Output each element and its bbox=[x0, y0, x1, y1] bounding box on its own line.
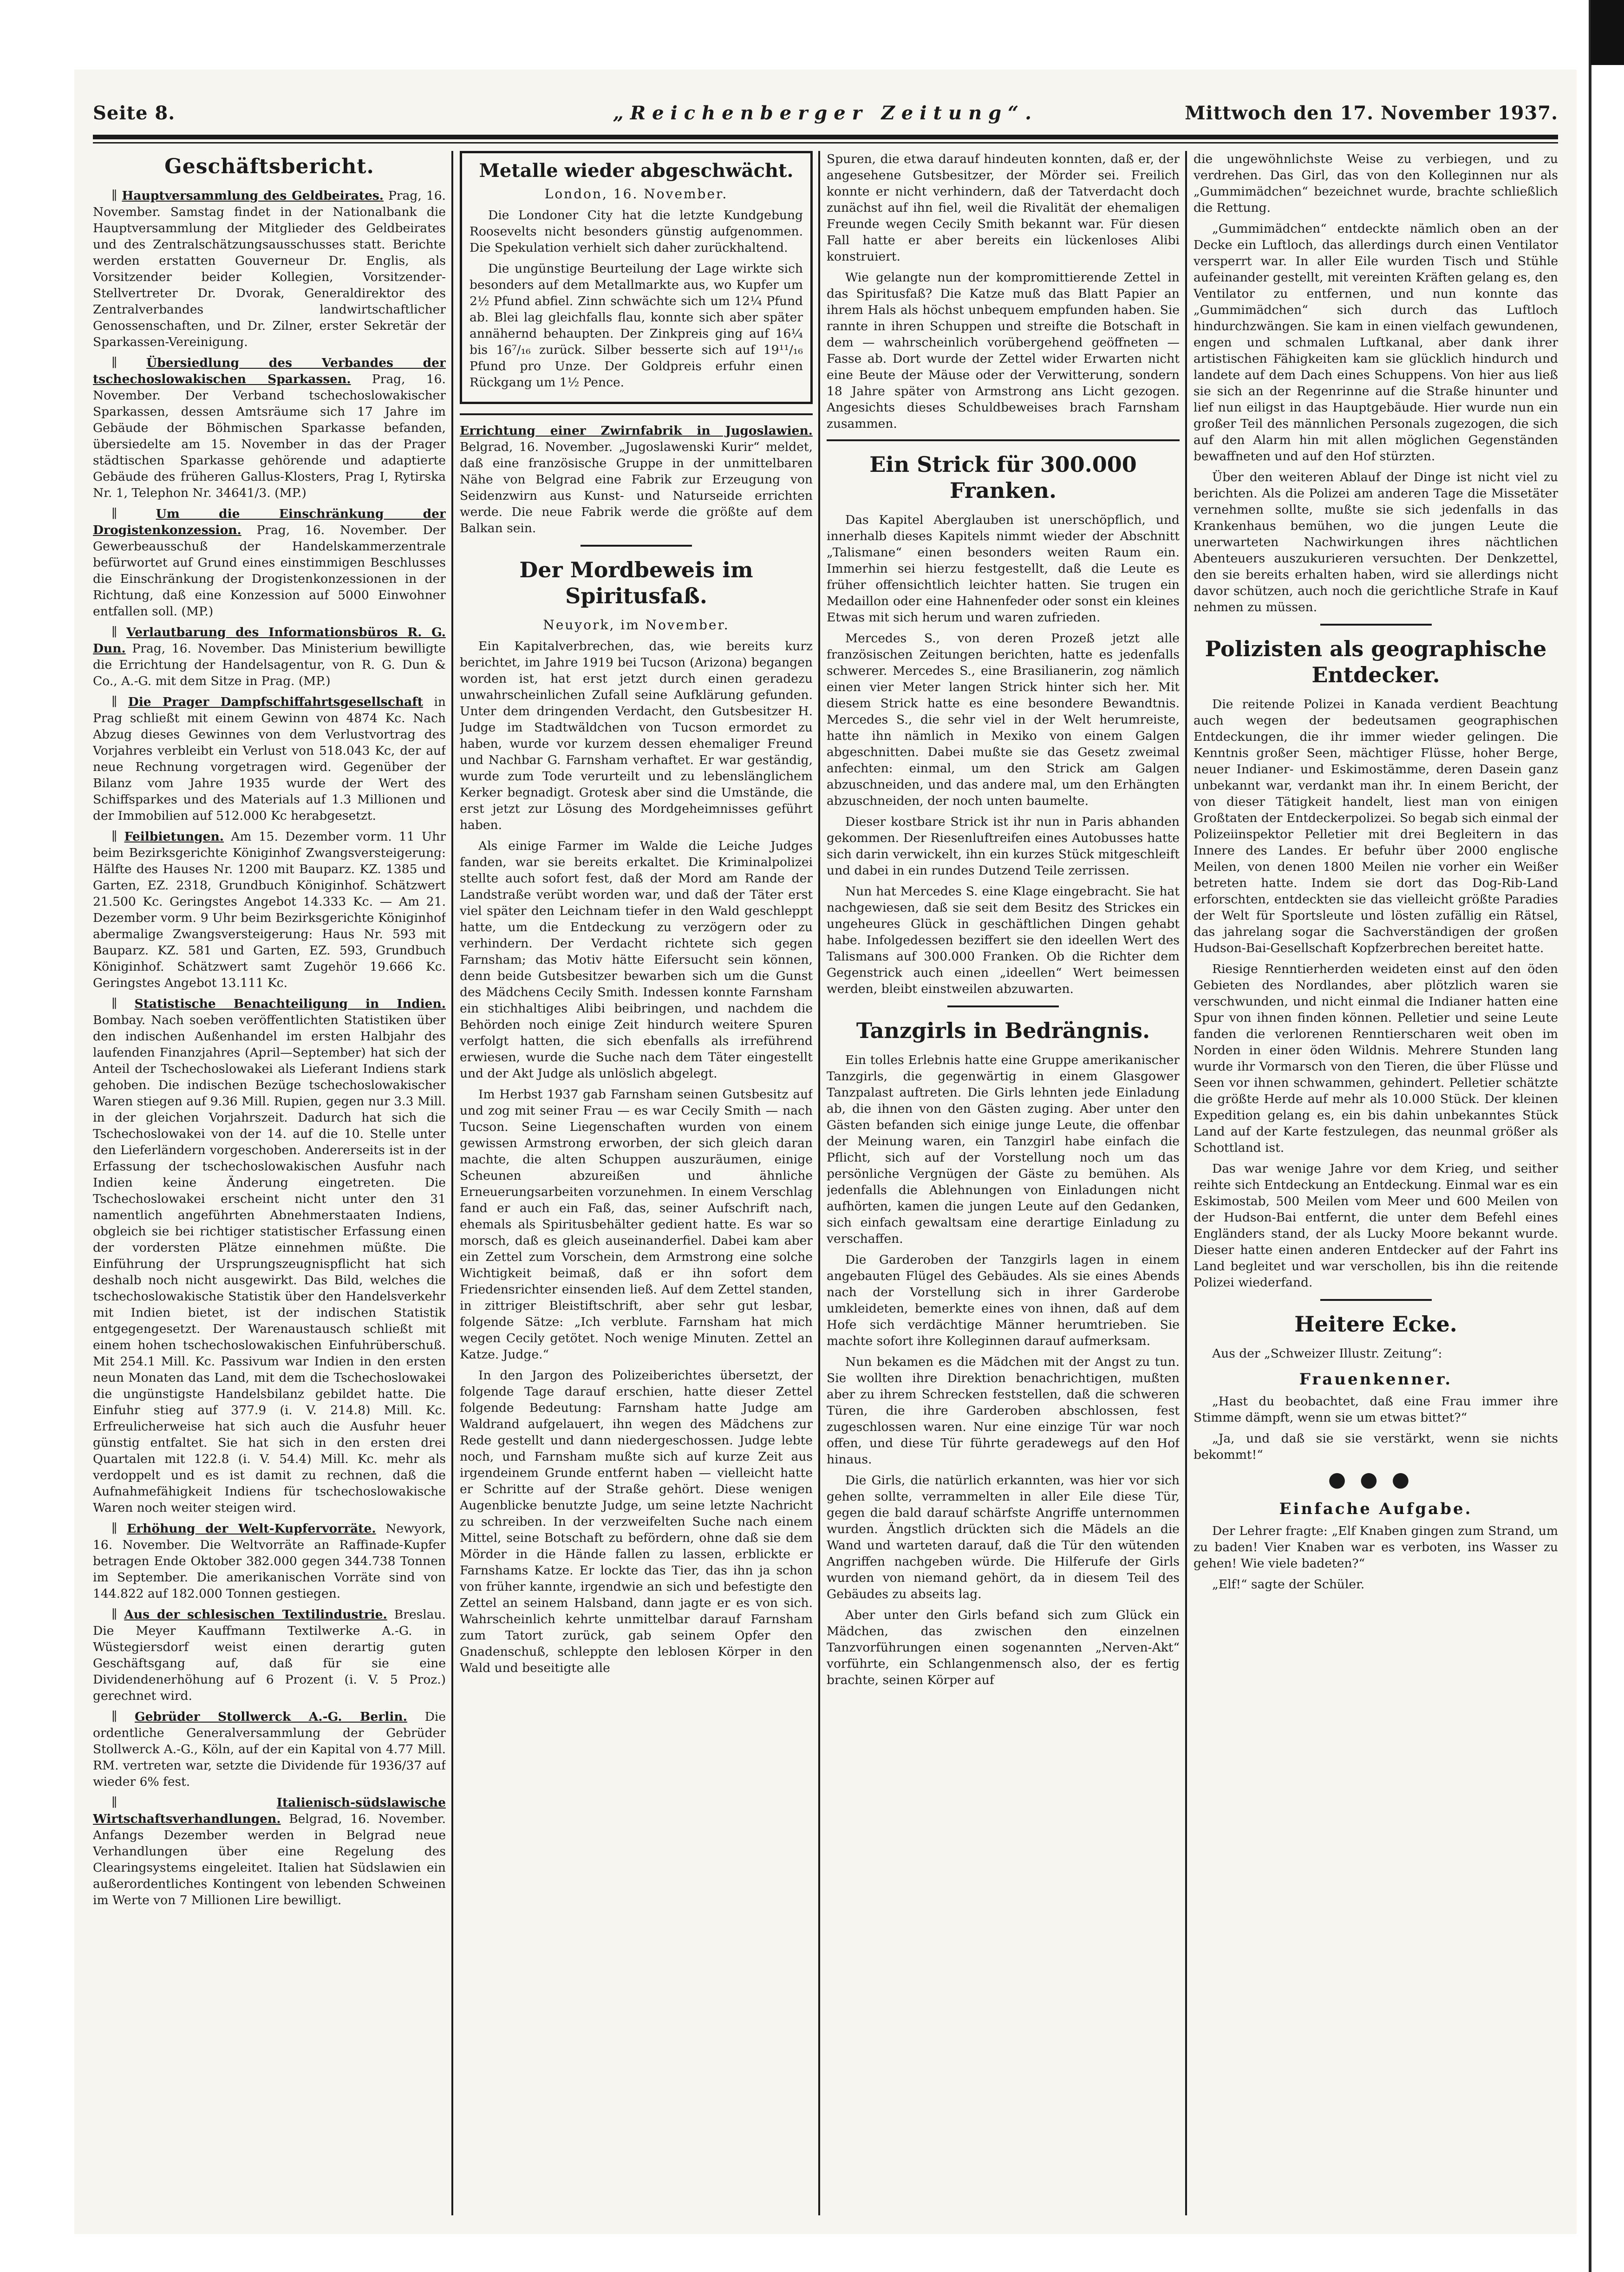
item-lead: Um die Einschränkung der Drogistenkonzession. bbox=[93, 507, 446, 537]
metals-paragraph: Die Londoner City hat die letzte Kundgebung Roosevelts nicht besonders günstig aufgenommen. Die Spekulation verhielt sich daher zurückhaltend. bbox=[470, 208, 803, 255]
article-title: Polizisten als geographische Entdecker. bbox=[1205, 636, 1547, 687]
item-text: Prag, 16. November. Samstag findet in der Nationalbank die Hauptversammlung der Mitglieder des Geldbeirates und des Zentralschätzungsausschusses statt. Berichte werden erstatten Gouverneur Dr. Englis, als Vorsitzender beider Kollegien, Vorsitzender-Stellvertreter Dr. Dvorak, Generaldirektor des Zentralverbandes landwirtschaftlicher Genossenschaften, und Dr. Zilner, erster Sekretär der Sparkassen-Vereinigung. bbox=[93, 189, 446, 349]
column-divider bbox=[1185, 151, 1187, 2215]
item-text: Bombay. Nach soeben veröffentlichten Statistiken über den indischen Außenhandel im ersten Halbjahr des laufenden Finanzjahres (April—September) hat sich der Anteil der Tschechoslowakei als Lieferant Indiens stark gehoben. Die indischen Bezüge tschechoslowakischer Waren stiegen auf 9.36 Mill. Rupien, gegen nur 3.3 Mill. in der gleichen Vorjahrszeit. Dadurch hat sich die Tschechoslowakei von der 14. auf die 10. Stelle unter den Lieferländern vorgeschoben. Andererseits ist in der Erfassung der tschechoslowakischen Ausfuhr nach Indien keine Änderung eingetreten. Die Tschechoslowakei erscheint nicht unter den 31 namentlich angeführten Abnehmerstaaten Indiens, obgleich sie bei richtiger statistischer Erfassung einen der vordersten Plätze einnehmen müßte. Die Einführung der Ursprungszeugnispflicht hat sich deshalb noch nicht ausgewirkt. Das Bild, welches die tschechoslowakische Statistik über den Handelsverkehr mit Indien bietet, ist der indischen Statistik entgegengesetzt. Der Warenaustausch schließt mit einem hohen tschechoslowakischen Einfuhrüberschuß. Mit 254.1 Mill. Kc. Passivum war Indien in den ersten neun Monaten das Land, mit dem die Tschechoslowakei die ungünstigste Handelsbilanz gebildet hatte. Die Einfuhr stieg auf 377.9 (i. V. 214.8) Mill. Kc. Erfreulicherweise hat sich auch die Ausfuhr heuer günstig entfaltet. Sie hat sich in den ersten drei Quartalen mit 122.8 (i. V. 54.4) Mill. Kc. mehr als verdoppelt und es ist damit zu rechnen, daß die Aufnahmefähigkeit Indiens für tschechoslowakische Waren noch weiter steigen wird. bbox=[93, 1013, 446, 1515]
business-item: ∥ Verlautbarung des Informationsbüros R. G. Dun. Prag, 16. November. Das Ministerium bewilligte die Errichtung der Handelsagentur, von R. G. Dun & Co., A.-G. mit dem Sitze in Prag. (MP.) bbox=[93, 625, 446, 688]
continuation-paragraph: „Gummimädchen“ entdeckte nämlich oben an der Decke ein Luftloch, das allerdings durch einen Ventilator versperrt war. In aller Eile wurden Tisch und Stühle aufeinander gestellt, mit vereinten Kräften gelang es, den Ventilator zu entfernen, und nun konnte das „Gummimädchen“ sich durch das Luftloch hindurchzwängen. Sie kam in einen vielfach gewundenen, engen und schmalen Luftkanal, aber dank ihrer artistischen Fähigkeiten kam sie glücklich hindurch und landete auf dem Dach eines Schuppens. Von hier aus ließ sie sich an der Regenrinne auf die Straße hinunter und lief nun eiligst in das Hauptgebäude. Hier wurde nun ein großer Teil des männlichen Personals zugezogen, die sich auf den Alarm hin mit allen möglichen Gegenständen bewaffneten und auf den Hof stürzten. bbox=[1194, 222, 1558, 464]
business-item: ∥ Feilbietungen. Am 15. Dezember vorm. 11 Uhr beim Bezirksgerichte Königinhof Zwangsversteigerung: Hälfte des Hauses Nr. 1200 mit Bauparz. KZ. 1385 und Garten, EZ. 2318, Grundbuch Königinhof. Schätzwert 21.500 Kc. Geringstes Angebot 14.333 Kc. — Am 21. Dezember vorm. 9 Uhr beim Bezirksgerichte Königinhof abermalige Zwangsversteigerung: Haus Nr. 593 mit Bauparz. KZ. 581 und Garten, EZ. 593, Grundbuch Königinhof. Schätzwert samt Zugehör 19.666 Kc. Geringstes Angebot 13.111 Kc. bbox=[93, 829, 446, 990]
business-item: ∥ Gebrüder Stollwerck A.-G. Berlin. Die ordentliche Generalversammlung der Gebrüder Stollwerck A.-G., Köln, auf der ein Kapital von 4.77 Mill. RM. vertreten war, setzte die Dividende für 1936/37 auf wieder 6% fest. bbox=[93, 1710, 446, 1789]
divider bbox=[1320, 1299, 1432, 1301]
article-title: Ein Strick für 300.000 Franken. bbox=[869, 452, 1137, 503]
article-paragraph: Im Herbst 1937 gab Farnsham seinen Gutsbesitz auf und zog mit seiner Frau — es war Cecily Smith — nach Tucson. Seine Liegenschaften wurden von einem gewissen Armstrong erworben, der sich gleich daran machte, die alten Schuppen auszuräumen, einige Scheunen abzureißen und ähnliche Erneuerungsarbeiten vorzunehmen. In einem Verschlag fand er auch ein Faß, das, seiner Aufschrift nach, ehemals als Spiritusbehälter gedient hatte. Es war so morsch, daß es gleich auseinanderfiel. Dabei kam aber ein Zettel zum Vorschein, dem Armstrong eine solche Wichtigkeit beimaß, daß er ihn sofort dem Friedensrichter einsenden ließ. Auf dem Zettel standen, in zittriger Bleistiftschrift, aber sehr gut lesbar, folgende Sätze: „Ich verblute. Farnsham hat mich wegen Cecily getötet. Noch wenige Minuten. Zettel an Katze. Judge.“ bbox=[460, 1087, 813, 1362]
newspaper-title: „Reichenberger Zeitung“. bbox=[613, 102, 1038, 124]
item-text: Die ordentliche Generalversammlung der Gebrüder Stollwerck A.-G., Köln, auf der ein Kapital von 4.77 Mill. RM. vertreten war, setzte die Dividende für 1936/37 auf wieder 6% fest. bbox=[93, 1710, 446, 1789]
item-lead: Errichtung einer Zwirnfabrik in Jugoslawien. bbox=[460, 424, 813, 438]
article-paragraph: Die Garderoben der Tanzgirls lagen in einem angebauten Flügel des Gebäudes. Als sie eines Abends nach der Vorstellung sich in ihrer Garderobe umkleideten, bemerkte eines von ihnen, daß auf dem Hofe sich verdächtige Männer herumtrieben. Sie machte sofort ihre Kolleginnen darauf aufmerksam. bbox=[827, 1253, 1180, 1348]
item-lead: Hauptversammlung des Geldbeirates. bbox=[122, 189, 384, 203]
column-three bbox=[827, 151, 1180, 2215]
masthead-rule-thin bbox=[93, 142, 1558, 144]
divider bbox=[460, 413, 813, 415]
column-business-report bbox=[93, 151, 446, 2215]
item-lead: Verlautbarung des Informationsbüros R. G. Dun. bbox=[93, 625, 446, 656]
column-four bbox=[1194, 151, 1558, 2215]
article-title: Tanzgirls in Bedrängnis. bbox=[856, 1018, 1150, 1043]
item-text: Prag, 16. November. Der Gewerbeausschuß der Handelskammerzentrale befürwortet auf Grund eines einstimmigen Beschlusses die Einschränkung der Drogistenkonzessionen in der Richtung, daß eine Konzession auf 5000 Einwohner entfallen soll. (MP.) bbox=[93, 523, 446, 619]
article-paragraph: Als einige Farmer im Walde die Leiche Judges fanden, war sie bereits erkaltet. Die Kriminalpolizei stellte auch sofort fest, daß der Mord am Rande der Landstraße verübt worden war, und daß der Täter erst viel später den Leichnam tiefer in den Wald geschleppt hatte, um die Entdeckung zu verzögern oder zu verhindern. Der Verdacht richtete sich gegen Farnsham; das Motiv hätte Eifersucht sein können, denn beide Gutsbesitzer bewarben sich um die Gunst des Mädchens Cecily Smith. Indessen konnte Farnsham ein stichhaltiges Alibi beibringen, und nachdem die Behörden noch einige Zeit hindurch weitere Spuren verfolgt hatten, die sich ebenfalls als irreführend erwiesen, wurde die Suche nach dem Täter eingestellt und der Akt Judge als unlöslich abgelegt. bbox=[460, 839, 813, 1081]
newspaper-page bbox=[74, 70, 1577, 2234]
masthead bbox=[93, 102, 1558, 139]
divider bbox=[827, 439, 1180, 441]
article-paragraph: Die reitende Polizei in Kanada verdient Beachtung auch wegen der bedeutsamen geographischen Entdeckungen, die ihr immer wieder gelingen. Die Kenntnis großer Seen, mächtiger Flüsse, hoher Berge, neuer Indianer- und Eskimostämme, deren Dasein ganz unbekannt war, verdankt man ihr. In einem Bericht, der von dieser Tätigkeit handelt, liest man von einigen Großtaten der Entdeckerpolizei. So begab sich einmal der Polizeiinspektor Pelletier mit drei Begleitern in das Innere des Landes. Er befuhr über 2000 englische Meilen, von denen 1800 Meilen nie vorher ein Weißer betreten hatte. Indem sie dort das Dog-Rib-Land erforschten, entdeckten sie das vielleicht größte Paradies der Welt für Sportsleute und lösten zufällig ein Rätsel, das jahrelang sogar die Sachverständigen der großen Hudson-Bai-Gesellschaft Kopfzerbrechen bereitet hatte. bbox=[1194, 697, 1558, 955]
metals-paragraph: Die ungünstige Beurteilung der Lage wirkte sich besonders auf dem Metallmarkte aus, wo Kupfer um 2½ Pfund abfiel. Zinn schwächte sich um 12¼ Pfund ab. Blei lag gleichfalls flau, konnte sich aber später annähernd behaupten. Der Zinkpreis ging auf 16¼ bis 16⁷/₁₆ zurück. Silber besserte sich auf 19¹¹/₁₆ Pfund pro Unze. Der Goldpreis erfuhr einen Rückgang um 1½ Pence. bbox=[470, 261, 803, 390]
article-paragraph: Riesige Renntierherden weideten einst auf den öden Gebieten des Nordlandes, aber plötzlich waren sie verschwunden, und nicht einmal die Indianer hatten eine Spur von ihnen finden können. Pelletier und seine Leute fanden die verlorenen Renntierscharen weit oben im Norden in einer öden Wildnis. Mehrere Stunden lang wurde ihr Vormarsch von den Tieren, die über Flüsse und Seen vor ihnen schwammen, gehindert. Pelletier schätzte die größte Herde auf mehr als 10.000 Stück. Der kleinen Expedition gelang es, ein bis dahin unbekanntes Stück Land auf der Karte festzulegen, das neunmal größer als Schottland ist. bbox=[1194, 962, 1558, 1155]
item-lead: Gebrüder Stollwerck A.-G. Berlin. bbox=[134, 1710, 407, 1724]
business-items bbox=[93, 188, 446, 1908]
item-text: Breslau. Die Meyer Kauffmann Textilwerke A.-G. in Wüstegiersdorf weist einen derartig guten Geschäftsgang auf, daß für sie eine Dividendenerhöhung auf 6 Prozent (i. V. 5 Proz.) gerechnet wird. bbox=[93, 1607, 446, 1703]
continuation-paragraph: Über den weiteren Ablauf der Dinge ist nicht viel zu berichten. Als die Polizei am anderen Tage die Missetäter vernehmen sollte, mußte sie sich jedenfalls in das Krankenhaus bemühen, wo die jungen Leute die unerwarteten Nachwirkungen ihres nächtlichen Abenteuers auszukurieren versuchten. Der Denkzettel, den sie bereits erhalten haben, wird sie allerdings nicht davor schützen, auch noch die gerichtliche Strafe in Kauf nehmen zu müssen. bbox=[1194, 470, 1558, 614]
column-two bbox=[460, 151, 813, 2215]
scan-corner bbox=[1591, 0, 1624, 65]
item-lead: Feilbietungen. bbox=[124, 829, 224, 844]
joke-line: „Elf!“ sagte der Schüler. bbox=[1212, 1577, 1365, 1592]
joke-title: Einfache Aufgabe. bbox=[1279, 1500, 1473, 1518]
business-item: ∥ Italienisch-südslawische Wirtschaftsverhandlungen. Belgrad, 16. November. Anfangs Dezember werden in Belgrad neue Verhandlungen über eine Regelung des Clearingsystems eingeleitet. Italien hat Südslawien ein außerordentliches Kontingent von lebenden Schweinen im Werte von 7 Millionen Lire bewilligt. bbox=[93, 1795, 446, 1907]
item-text: Newyork, 16. November. Die Weltvorräte an Raffinade-Kupfer betragen Ende Oktober 382.000 gegen 344.738 Tonnen im September. Die amerikanischen Vorräte sind von 144.822 auf 182.000 Tonnen gestiegen. bbox=[93, 1521, 446, 1601]
article-paragraph: Das Kapitel Aberglauben ist unerschöpflich, und innerhalb dieses Kapitels nimmt wieder der Abschnitt „Talismane“ einen besonders weiten Raum ein. Immerhin sei hierzu festgestellt, daß die Leute es früher offensichtlich leichter hatten. Sie trugen ein Medaillon oder eine Hahnenfeder oder sonst ein kleines Etwas mit sich herum und waren zufrieden. bbox=[827, 513, 1180, 625]
business-item: ∥ Statistische Benachteiligung in Indien. Bombay. Nach soeben veröffentlichten Statistiken über den indischen Außenhandel im ersten Halbjahr des laufenden Finanzjahres (April—September) hat sich der Anteil der Tschechoslowakei als Lieferant Indiens stark gehoben. Die indischen Bezüge tschechoslowakischer Waren stiegen auf 9.36 Mill. Rupien, gegen nur 3.3 Mill. in der gleichen Vorjahrszeit. Dadurch hat sich die Tschechoslowakei von der 14. auf die 10. Stelle unter den Lieferländern vorgeschoben. Andererseits ist in der Erfassung der tschechoslowakischen Ausfuhr nach Indien keine Änderung eingetreten. Die Tschechoslowakei erscheint nicht unter den 31 namentlich angeführten Abnehmerstaaten Indiens, obgleich sie bei richtiger statistischer Erfassung einen der vordersten Plätze einnehmen müßte. Die Einführung der Ursprungszeugnispflicht hat sich deshalb noch nicht ausgewirkt. Das Bild, welches die tschechoslowakische Statistik über den Handelsverkehr mit Indien bietet, ist der indischen Statistik entgegengesetzt. Der Warenaustausch schließt mit einem hohen tschechoslowakischen Einfuhrüberschuß. Mit 254.1 Mill. Kc. Passivum war Indien in den ersten neun Monaten das Land, mit dem die Tschechoslowakei die ungünstigste Handelsbilanz gebildet hatte. Die Einfuhr stieg auf 377.9 (i. V. 214.8) Mill. Kc. Erfreulicherweise hat sich auch die Ausfuhr heuer günstig entfaltet. Sie hat sich in den ersten drei Quartalen mit 122.8 (i. V. 54.4) Mill. Kc. mehr als verdoppelt und es ist damit zu rechnen, daß die Aufnahmefähigkeit Indiens für tschechoslowakische Waren noch weiter steigen wird. bbox=[93, 997, 446, 1515]
business-item: ∥ Übersiedlung des Verbandes der tschechoslowakischen Sparkassen. Prag, 16. November. Der Verband tschechoslowakischer Sparkassen, dessen Amtsräume sich 17 Jahre im Gebäude der Böhmischen Sparkasse befanden, übersiedelte am 15. November in das der Prager städtischen Sparkasse gehörende und adaptierte Gebäude des früheren Gallus-Klosters, Prag I, Rytirska Nr. 1, Telephon Nr. 34641/3. (MP.) bbox=[93, 356, 446, 500]
column-divider bbox=[818, 151, 820, 2215]
issue-date: Mittwoch den 17. November 1937. bbox=[1185, 102, 1558, 124]
joke-title: Frauenkenner. bbox=[1299, 1370, 1453, 1389]
joke-line: Der Lehrer fragte: „Elf Knaben gingen zum Strand, um zu baden! Vier Knaben war es verboten, ins Wasser zu gehen! Wie viele badeten?“ bbox=[1194, 1524, 1558, 1571]
item-text: Prag, 16. November. Der Verband tschechoslowakischer Sparkassen, dessen Amtsräume sich 17 Jahre im Gebäude der Böhmischen Sparkasse befanden, übersiedelte am 15. November in das der Prager städtischen Sparkasse gehörende und adaptierte Gebäude des früheren Gallus-Klosters, Prag I, Rytirska Nr. 1, Telephon Nr. 34641/3. (MP.) bbox=[93, 372, 446, 500]
article-paragraph: Nun hat Mercedes S. eine Klage eingebracht. Sie hat nachgewiesen, daß sie seit dem Besitz des Strickes ein ungeheures Glück in geschäftlichen Dingen gehabt habe. Infolgedessen beziffert sie den ideellen Wert des Talismans auf 300.000 Franken. Ob die Richter dem Gegenstrick auch einen „ideellen“ Wert beimessen werden, bleibt einstweilen abzuwarten. bbox=[827, 884, 1180, 996]
article-paragraph: Mercedes S., von deren Prozeß jetzt alle französischen Zeitungen berichten, hatte es jedenfalls schwerer. Mercedes S., eine Brasilianerin, zog nämlich einen vier Meter langen Strick hinter sich her. Mit diesem Strick hatte es eine besondere Bewandtnis. Mercedes S., die sehr viel in der Welt herumreiste, hatte ihn nämlich in Mexiko von einem Galgen abgeschnitten. Dabei mußte sie das Gesetz zweimal anfechten: einmal, um den Strick am Galgen abzuschneiden, und das andere mal, um den Erhängten abzuschneiden, der noch unten baumelte. bbox=[827, 631, 1180, 808]
metals-title: Metalle wieder abgeschwächt. bbox=[479, 160, 794, 182]
continuation-paragraph: Wie gelangte nun der kompromittierende Zettel in das Spiritusfaß? Die Katze muß das Blatt Papier an ihrem Hals als höchst unbequem empfunden haben. Sie rannte in ihren Schuppen und streifte die Botschaft in dem — wahrscheinlich vorübergehend geöffneten — Fasse ab. Dort wurde der Zettel wider Erwarten nicht eine Beute der Mäuse oder der Verwitterung, sondern 18 Jahre später von Armstrong ans Licht gezogen. Angesichts dieses Schuldbeweises brach Farnsham zusammen. bbox=[827, 270, 1180, 431]
item-text: Belgrad, 16. November. „Jugoslawenski Kurir“ meldet, daß eine französische Gruppe in der unmittelbaren Nähe von Belgrad eine Fabrik zur Erzeugung von Seidenzwirn aus Kunst- und Naturseide errichten werde. Die neue Fabrik werde die größte auf dem Balkan sein. bbox=[460, 440, 813, 535]
business-item: ∥ Um die Einschränkung der Drogistenkonzession. Prag, 16. November. Der Gewerbeausschuß der Handelskammerzentrale befürwortet auf Grund eines einstimmigen Beschlusses die Einschränkung der Drogistenkonzessionen in der Richtung, daß eine Konzession auf 5000 Einwohner entfallen soll. (MP.) bbox=[93, 507, 446, 619]
corner-source: Aus der „Schweizer Illustr. Zeitung“: bbox=[1212, 1346, 1442, 1361]
article-title: Der Mordbeweis im Spiritusfaß. bbox=[519, 557, 753, 608]
joke-line: „Hast du beobachtet, daß eine Frau immer ihre Stimme dämpft, wenn sie um etwas bittet?“ bbox=[1194, 1394, 1558, 1425]
article-paragraph: Aber unter den Girls befand sich zum Glück ein Mädchen, das zwischen den einzelnen Tanzvorführungen einen sogenannten „Nerven-Akt“ vorführte, ein Schlangenmensch also, der es fertig brachte, seinen Körper auf bbox=[827, 1608, 1180, 1687]
joke-line: „Ja, und daß sie sie verstärkt, wenn sie nichts bekommt!“ bbox=[1194, 1431, 1558, 1462]
divider bbox=[1320, 624, 1432, 626]
item-lead: Statistische Benachteiligung in Indien. bbox=[134, 997, 446, 1011]
separator-dots: ●●● bbox=[1328, 1468, 1424, 1491]
item-lead: Aus der schlesischen Textilindustrie. bbox=[124, 1607, 387, 1622]
item-text: Belgrad, 16. November. Anfangs Dezember werden in Belgrad neue Verhandlungen über eine Regelung des Clearingsystems eingeleitet. Italien hat Südslawien ein außerordentliches Kontingent von lebenden Schweinen im Werte von 7 Millionen Lire bewilligt. bbox=[93, 1812, 446, 1907]
article-paragraph: Das war wenige Jahre vor dem Krieg, und seither reihte sich Entdeckung an Entdeckung. Einmal war es ein Eskimostab, 500 Meilen vom Meer und 600 Meilen von der Hudson-Bai entfernt, die unter dem Befehl eines Engländers stand, der als Lucky Moore bekannt wurde. Dieser hatte einen anderen Entdecker auf der Fahrt ins Land begleitet und war verschollen, bis ihn die reitende Polizei wiederfand. bbox=[1194, 1162, 1558, 1290]
item-lead: Erhöhung der Welt-Kupfervorräte. bbox=[127, 1521, 376, 1536]
business-item: ∥ Hauptversammlung des Geldbeirates. Prag, 16. November. Samstag findet in der Nationalbank die Hauptversammlung der Mitglieder des Geldbeirates und des Zentralschätzungsausschusses statt. Berichte werden erstatten Gouverneur Dr. Englis, als Vorsitzender beider Kollegien, Vorsitzender-Stellvertreter Dr. Dvorak, Generaldirektor des Zentralverbandes landwirtschaftlicher Genossenschaften, und Dr. Zilner, erster Sekretär der Sparkassen-Vereinigung. bbox=[93, 189, 446, 349]
divider bbox=[947, 1005, 1059, 1007]
business-item: ∥ Erhöhung der Welt-Kupfervorräte. Newyork, 16. November. Die Weltvorräte an Raffinade-Kupfer betragen Ende Oktober 382.000 gegen 344.738 Tonnen im September. Die amerikanischen Vorräte sind von 144.822 auf 182.000 Tonnen gestiegen. bbox=[93, 1521, 446, 1601]
article-paragraph: Die Girls, die natürlich erkannten, was hier vor sich gehen sollte, verrammelten in aller Eile diese Tür, gegen die bald darauf schärfste Angriffe unternommen wurden. Ängstlich drückten sich die Mädels an die Wand und warteten darauf, daß die Tür den wütenden Angriffen nachgeben würde. Die Hilferufe der Girls wurden von niemand gehört, da in diesem Teil des Gebäudes zu abseits lag. bbox=[827, 1473, 1180, 1601]
item-text: Am 15. Dezember vorm. 11 Uhr beim Bezirksgerichte Königinhof Zwangsversteigerung: Hälfte des Hauses Nr. 1200 mit Bauparz. KZ. 1385 und Garten, EZ. 2318, Grundbuch Königinhof. Schätzwert 21.500 Kc. Geringstes Angebot 14.333 Kc. — Am 21. Dezember vorm. 9 Uhr beim Bezirksgerichte Königinhof abermalige Zwangsversteigerung: Haus Nr. 593 mit Bauparz. KZ. 581 und Garten, EZ. 593, Grundbuch Königinhof. Schätzwert samt Zugehör 19.666 Kc. Geringstes Angebot 13.111 Kc. bbox=[93, 829, 446, 990]
continuation-paragraph: die ungewöhnlichste Weise zu verbiegen, und zu verdrehen. Das Girl, das von den Kolleginnen nur als „Gummimädchen“ bezeichnet wurde, brachte schließlich die Rettung. bbox=[1194, 152, 1558, 215]
item-lead: Die Prager Dampfschiffahrtsgesellschaft bbox=[128, 695, 423, 709]
item-lead: Übersiedlung des Verbandes der tschechoslowakischen Sparkassen. bbox=[93, 356, 446, 386]
item-lead: Italienisch-südslawische Wirtschaftsverhandlungen. bbox=[93, 1795, 446, 1826]
masthead-rule bbox=[93, 135, 1558, 139]
corner-title: Heitere Ecke. bbox=[1294, 1312, 1457, 1337]
column-divider bbox=[451, 151, 453, 2215]
article-dateline: Neuyork, im November. bbox=[543, 617, 730, 633]
article-paragraph: Dieser kostbare Strick ist ihr nun in Paris abhanden gekommen. Der Riesenluftreifen eines Autobusses hatte sich darin verwickelt, ihn ein kurzes Stück mitgeschleift und dabei in ein rundes Dutzend Teile zerrissen. bbox=[827, 815, 1180, 878]
article-paragraph: Ein tolles Erlebnis hatte eine Gruppe amerikanischer Tanzgirls, die gegenwärtig in einem Glasgower Tanzpalast auftreten. Die Girls lehnten jede Einladung ab, die ihnen von den Gästen zuging. Aber unter den Gästen befanden sich einige junge Leute, die offenbar der Meinung waren, ein Tanzgirl habe einfach die Pflicht, sich auf der Vorstellung noch um das persönliche Vergnügen der Gäste zu bemühen. Als jedenfalls die Ablehnungen von Einladungen nicht aufhörten, kamen die jungen Leute auf den Gedanken, sich einfach gewaltsam eine derartige Einladung zu verschaffen. bbox=[827, 1053, 1180, 1246]
metals-box bbox=[460, 151, 813, 404]
item-text: Prag, 16. November. Das Ministerium bewilligte die Errichtung der Handelsagentur, von R. G. Dun & Co., A.-G. mit dem Sitze in Prag. (MP.) bbox=[93, 641, 446, 688]
item-text: in Prag schließt mit einem Gewinn von 4874 Kc. Nach Abzug dieses Gewinnes von dem Verlustvortrag des Vorjahres verbleibt ein Verlust von 518.043 Kc, der auf neue Rechnung vorgetragen wird. Gegenüber der Bilanz vom Jahre 1935 wurde der Wert des Schiffsparkes und des Materials auf 1.3 Millionen und der Immobilien auf 512.000 Kc herabgesetzt. bbox=[93, 695, 446, 823]
article-paragraph: Ein Kapitalverbrechen, das, wie bereits kurz berichtet, im Jahre 1919 bei Tucson (Arizona) begangen worden ist, hat erst jetzt durch einen geradezu unwahrscheinlichen Zufall seine Aufklärung gefunden. Unter dem dringenden Verdacht, den Gutsbesitzer H. Judge im Stadtwäldchen von Tucson ermordet zu haben, wurde vor kurzem dessen ehemaliger Freund und Nachbar G. Farnsham verhaftet. Er war geständig, wurde zum Tode verurteilt und zu lebenslänglichem Kerker begnadigt. Grotesk aber sind die Umstände, die erst jetzt zur Lösung des Mordgeheimnisses geführt haben. bbox=[460, 639, 813, 832]
divider bbox=[580, 545, 692, 547]
metals-dateline: London, 16. November. bbox=[544, 186, 728, 202]
scan-border bbox=[1589, 0, 1591, 2272]
page-number: Seite 8. bbox=[93, 102, 176, 124]
section-heading: Geschäftsbericht. bbox=[164, 155, 374, 178]
zwirnfabrik-item bbox=[460, 423, 813, 536]
business-item: ∥ Aus der schlesischen Textilindustrie. Breslau. Die Meyer Kauffmann Textilwerke A.-G. in Wüstegiersdorf weist einen derartig guten Geschäftsgang auf, daß für sie eine Dividendenerhöhung auf 6 Prozent (i. V. 5 Proz.) gerechnet wird. bbox=[93, 1607, 446, 1703]
article-paragraph: In den Jargon des Polizeiberichtes übersetzt, der folgende Tage darauf erschien, hatte dieser Zettel folgende Bedeutung: Farnsham hatte Judge am Waldrand aufgelauert, ihn wegen des Mädchens zur Rede gestellt und dann niedergeschossen. Judge lebte noch, und Farnsham mußte sich auf kurze Zeit aus irgendeinem Grunde entfernt haben — vielleicht hatte er Schritte auf der Straße gehört. Diese wenigen Augenblicke benutzte Judge, um seine letzte Nachricht zu schreiben. In der verzweifelten Suche nach einem Mittel, seine Botschaft zu befördern, ohne daß sie dem Mörder in die Hände fallen zu lassen, erblickte er Farnshams Katze. Er lockte das Tier, das ihn ja schon von früher kannte, irgendwie an sich und befestigte den Zettel an seinem Halsband, dann jagte er es von sich. Wahrscheinlich kehrte unmittelbar darauf Farnsham zum Tatort zurück, gab seinem Opfer den Gnadenschuß, schleppte den leblosen Körper in den Wald und beseitigte alle bbox=[460, 1368, 813, 1675]
article-paragraph: Nun bekamen es die Mädchen mit der Angst zu tun. Sie wollten ihre Direktion benachrichtigen, mußten aber zu ihrem Schrecken feststellen, daß die schweren Türen, die ihre Garderoben abschlossen, fest zugeschlossen waren. Nur eine einzige Tür war noch offen, und diese Tür führte geradewegs auf den Hof hinaus. bbox=[827, 1355, 1180, 1467]
business-item: ∥ Die Prager Dampfschiffahrtsgesellschaft in Prag schließt mit einem Gewinn von 4874 Kc. Nach Abzug dieses Gewinnes von dem Verlustvortrag des Vorjahres verbleibt ein Verlust von 518.043 Kc, der auf neue Rechnung vorgetragen wird. Gegenüber der Bilanz vom Jahre 1935 wurde der Wert des Schiffsparkes und des Materials auf 1.3 Millionen und der Immobilien auf 512.000 Kc herabgesetzt. bbox=[93, 695, 446, 823]
continuation-paragraph: Spuren, die etwa darauf hindeuten konnten, daß er, der angesehene Gutsbesitzer, der Mörder sei. Freilich konnte er nicht verhindern, daß der Tatverdacht doch zunächst auf ihn fiel, weil die Rivalität der ehemaligen Freunde wegen Cecily Smith bekannt war. Für diesen Fall hatte er aber bereits ein lückenloses Alibi konstruiert. bbox=[827, 152, 1180, 264]
